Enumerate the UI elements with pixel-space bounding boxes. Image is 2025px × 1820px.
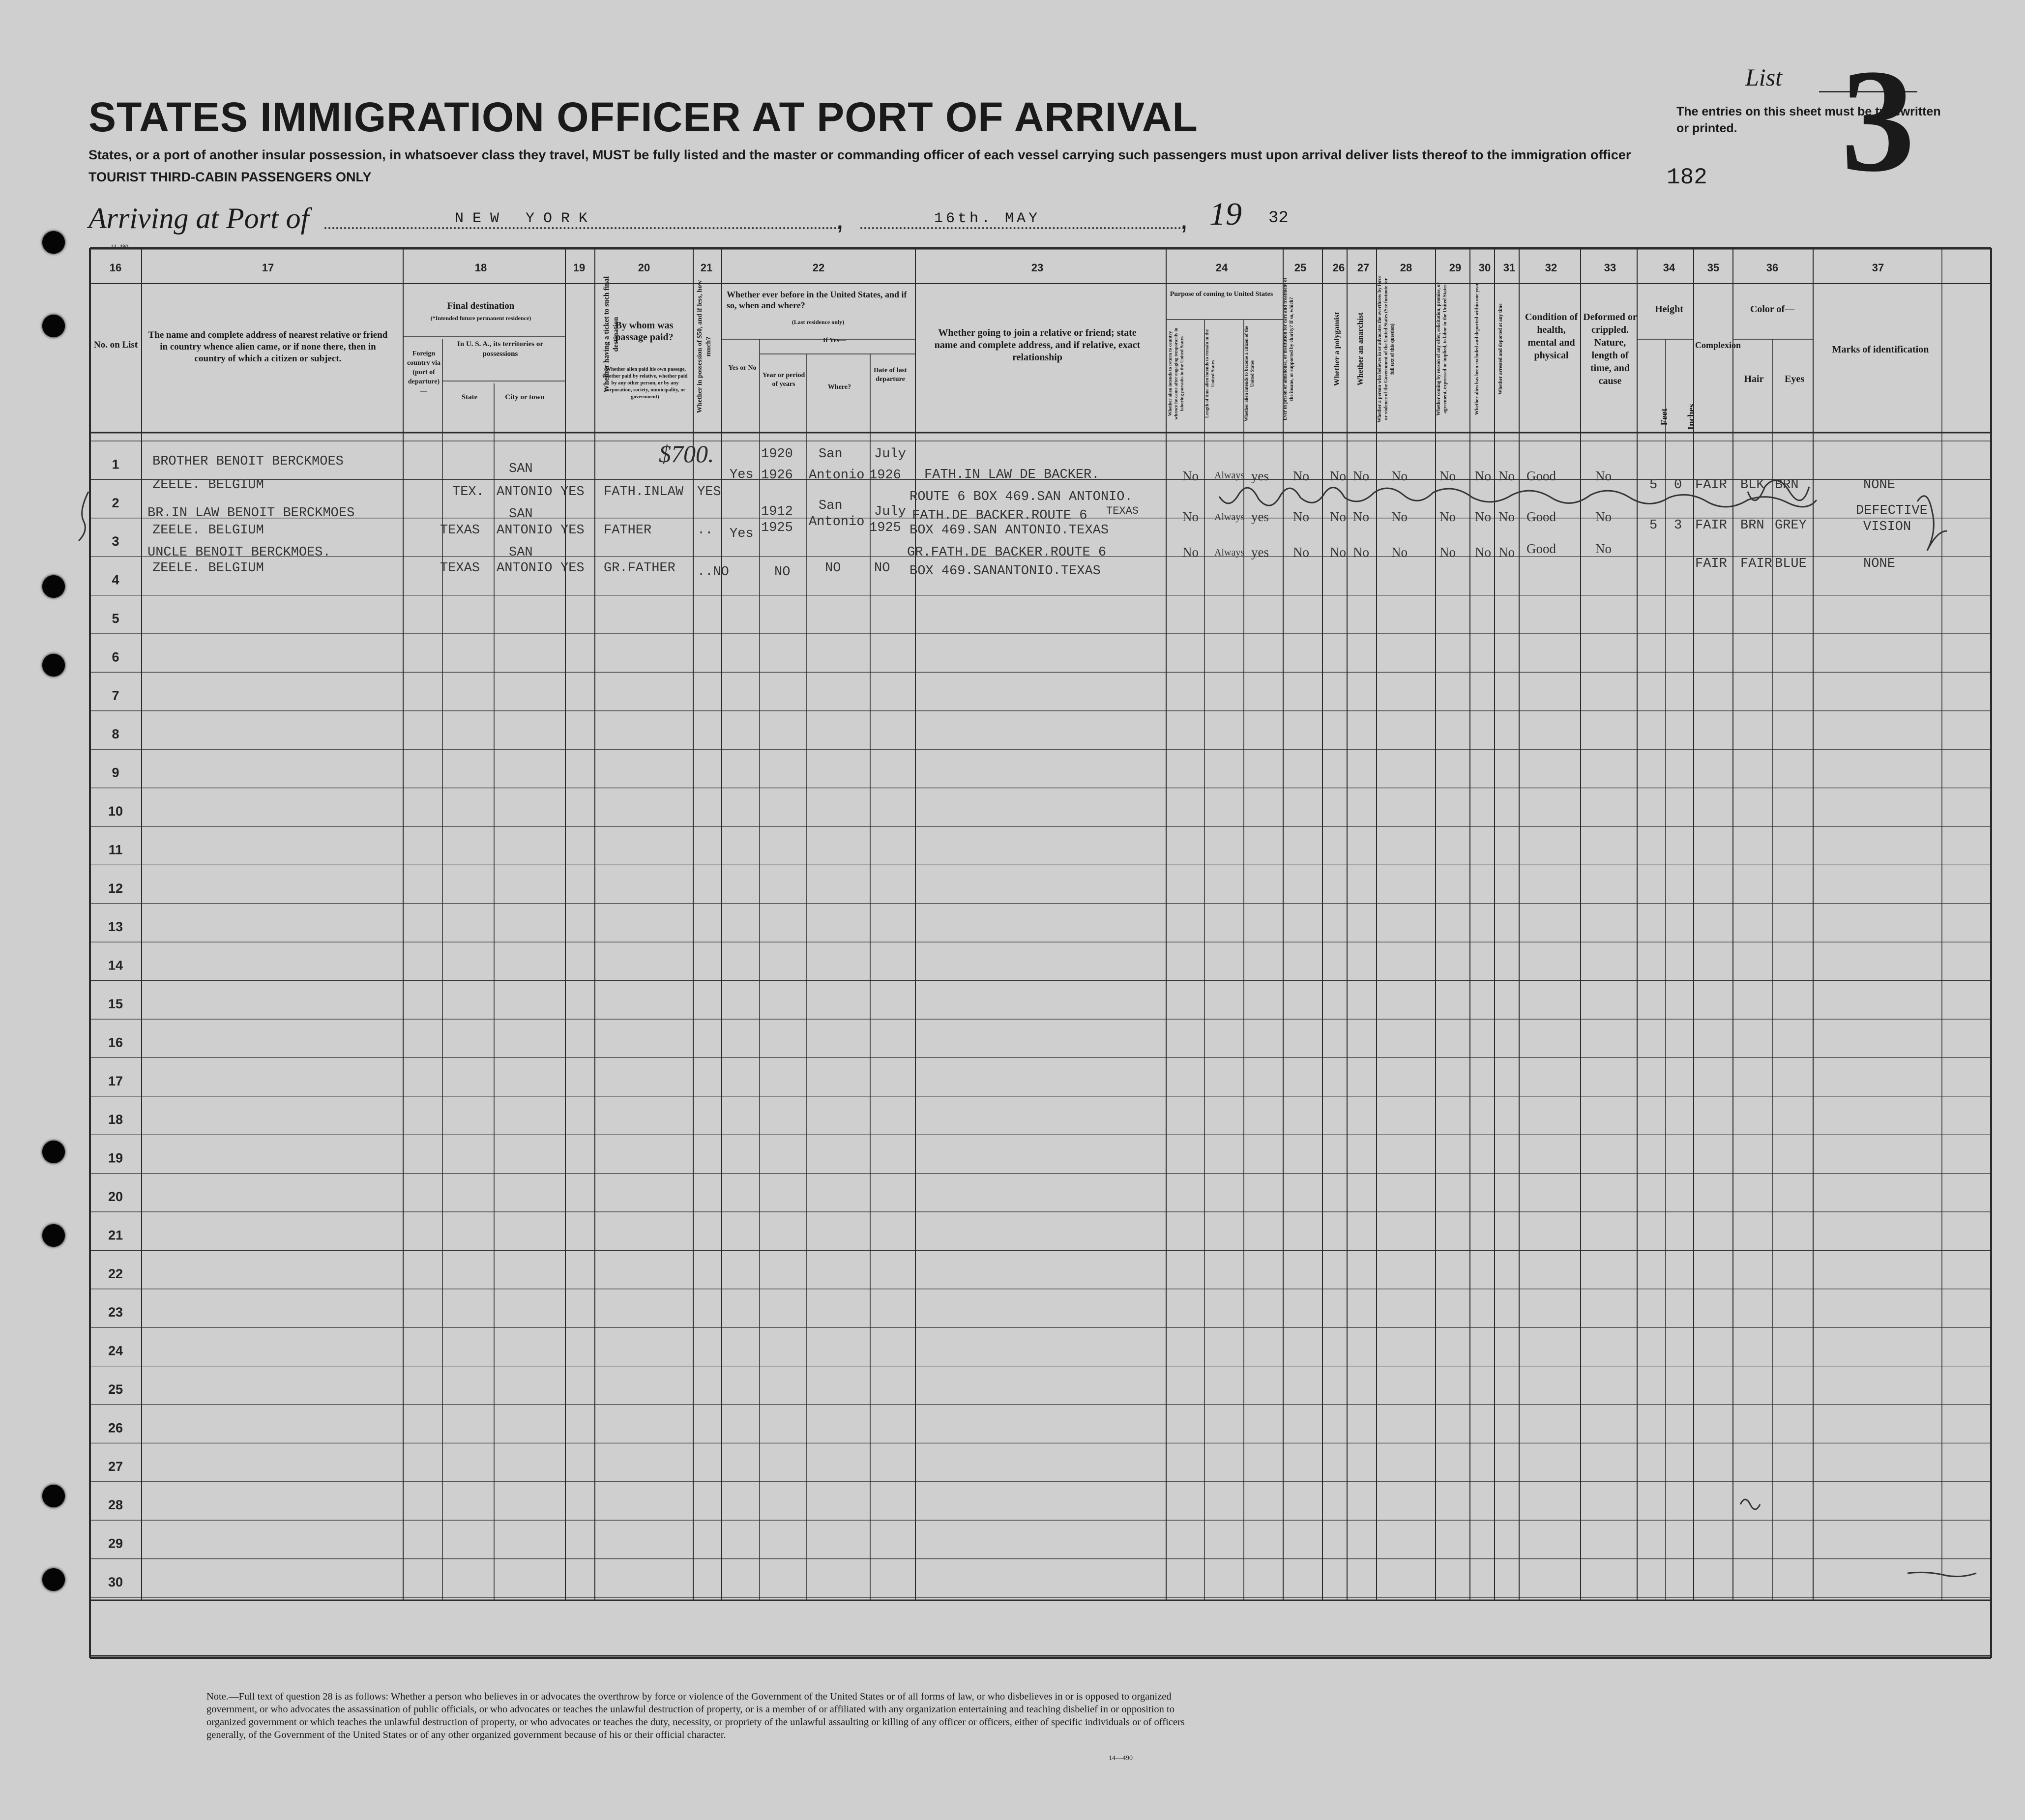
header-ever-before-note: (Last residence only)	[792, 319, 845, 325]
header-passage-paid: By whom was passage paid?	[615, 320, 674, 343]
col-num-20: 20	[638, 262, 650, 274]
money-answer: ..NO	[697, 565, 729, 580]
intends-return: No	[1182, 509, 1199, 524]
overthrow-answer: No	[1391, 509, 1408, 524]
header-nearest-relative: The name and complete address of nearest relative or friend in country whence alien came, or if none there, then in country of which a citizen or subject.	[148, 330, 388, 364]
identification-marks: VISION	[1863, 520, 1911, 534]
row-number: 27	[108, 1459, 123, 1474]
header-fifty-dollars: Whether in possession of $50, and if less, how much?	[696, 280, 712, 413]
header-inches: Inches	[1686, 404, 1697, 430]
col-num-33: 33	[1604, 262, 1616, 274]
anarchist-answer: No	[1353, 469, 1369, 483]
last-departure: NO	[874, 561, 890, 576]
row-number: 12	[108, 881, 123, 896]
header-purpose: Purpose of coming to United States	[1170, 291, 1273, 298]
header-arrested: Whether arrested and deported at any time	[1498, 303, 1503, 395]
intended-stay: Always	[1214, 512, 1245, 523]
previous-residence: NO	[825, 561, 841, 576]
arrival-year: 32	[1268, 209, 1289, 228]
header-polygamist: Whether a polygamist	[1333, 312, 1341, 386]
dest-city: ANTONIO	[497, 485, 553, 499]
col-num-29: 29	[1449, 262, 1462, 274]
col-num-21: 21	[700, 262, 713, 274]
deformed-answer: No	[1595, 509, 1612, 524]
excluded-answer: No	[1475, 545, 1491, 559]
handwritten-annotations	[79, 480, 1976, 1577]
header-hair: Hair	[1744, 374, 1764, 384]
identification-marks: DEFECTIVE	[1856, 503, 1928, 518]
eye-color: BRN	[1775, 478, 1799, 493]
dest-city: SAN	[509, 507, 533, 522]
dest-city: ANTONIO	[497, 561, 553, 576]
header-state: State	[461, 393, 478, 401]
row-number: 13	[108, 919, 123, 935]
health-answer: Good	[1526, 509, 1556, 524]
row-number: 30	[108, 1575, 123, 1590]
col-num-22: 22	[812, 262, 825, 274]
header-if-yes: If Yes—	[822, 337, 847, 344]
arrival-port: NEW YORK	[455, 210, 597, 227]
intends-return: No	[1182, 545, 1199, 559]
header-final-destination-note: (*Intended future permanent residence)	[430, 315, 531, 322]
row-number: 23	[108, 1305, 123, 1320]
complexion: FAIR	[1695, 557, 1727, 571]
row-number: 26	[108, 1420, 123, 1436]
row-number: 24	[108, 1343, 123, 1358]
col-num-19: 19	[573, 262, 586, 274]
header-yes-no: Yes or No	[728, 364, 757, 372]
money-amount-handwritten: $700.	[659, 440, 714, 468]
excluded-answer: No	[1475, 509, 1491, 524]
joining-relative: FATH.IN LAW DE BACKER.	[924, 468, 1100, 482]
page-title: STATES IMMIGRATION OFFICER AT PORT OF ARRIVAL	[88, 94, 1198, 140]
relative-name: BROTHER BENOIT BERCKMOES	[152, 454, 344, 469]
ticket-answer: YES	[560, 485, 585, 499]
header-height: Height	[1655, 304, 1683, 315]
col-num-35: 35	[1707, 262, 1720, 274]
identification-marks: NONE	[1863, 557, 1895, 571]
row-number: 17	[108, 1073, 123, 1088]
prison-answer: No	[1293, 545, 1309, 559]
list-label: List	[1745, 63, 1783, 91]
header-purpose-citizen: Whether alien intends to become a citizen of the United States	[1244, 325, 1255, 422]
last-departure: July	[874, 447, 906, 462]
ticket-answer: YES	[560, 523, 585, 538]
intends-citizen: yes	[1251, 509, 1269, 524]
header-marks: Marks of identification	[1832, 344, 1929, 355]
overthrow-answer: No	[1391, 469, 1408, 483]
intends-citizen: yes	[1251, 545, 1269, 559]
dest-state: TEXAS	[440, 561, 480, 576]
labor-offer-answer: No	[1439, 545, 1456, 559]
relative-name: BR.IN LAW BENOIT BERCKMOES	[147, 506, 355, 521]
footnote-form-code: 14—490	[1109, 1755, 1133, 1762]
health-answer: Good	[1526, 541, 1556, 556]
col-num-16: 16	[109, 262, 122, 274]
dest-city: SAN	[509, 462, 533, 476]
col-num-27: 27	[1357, 262, 1370, 274]
row-number: 1	[112, 457, 119, 472]
intended-stay: Always	[1214, 470, 1245, 481]
header-city: City or town	[505, 393, 545, 401]
header-year-period: Year or period of years	[762, 372, 805, 388]
previous-residence: San	[819, 447, 843, 462]
previous-residence: Antonio	[809, 515, 865, 529]
row-number: 16	[108, 1035, 123, 1050]
hair-color: BLK	[1740, 478, 1764, 493]
intended-stay: Always	[1214, 547, 1245, 558]
labor-offer-answer: No	[1439, 469, 1456, 483]
years-in-us: 1926	[761, 468, 793, 483]
arrested-answer: No	[1498, 545, 1515, 559]
passenger-class-label: TOURIST THIRD-CABIN PASSENGERS ONLY	[88, 170, 372, 184]
row-number: 6	[112, 649, 119, 665]
joining-address: BOX 469.SANANTONIO.TEXAS	[910, 564, 1101, 579]
arrival-date: 16th. MAY	[934, 210, 1041, 227]
dest-state: TEXAS	[440, 523, 480, 538]
col-num-17: 17	[262, 262, 274, 274]
col-num-18: 18	[474, 262, 487, 274]
prison-answer: No	[1293, 509, 1309, 524]
labor-offer-answer: No	[1439, 509, 1456, 524]
passage-paid-by: FATH.INLAW	[604, 485, 684, 499]
excluded-answer: No	[1475, 469, 1491, 483]
relative-address: ZEELE. BELGIUM	[152, 523, 264, 538]
last-departure: 1926	[869, 468, 901, 483]
row-number: 10	[108, 804, 123, 819]
arriving-label: Arriving at Port of	[88, 202, 309, 235]
relative-name: UNCLE BENOIT BERCKMOES.	[147, 545, 331, 560]
row-number: 11	[108, 842, 123, 857]
relative-address: ZEELE. BELGIUM	[152, 561, 264, 576]
deformed-answer: No	[1595, 541, 1612, 556]
header-join-relative: Whether going to join a relative or friend; state name and complete address, and if relative, exact relationship	[934, 327, 1141, 363]
row-number: 3	[112, 534, 119, 549]
header-foreign-country: Foreign country via (port of departure)—	[407, 350, 441, 395]
comma: ,	[836, 202, 844, 235]
header-anarchist: Whether an anarchist	[1356, 312, 1365, 386]
row-number: 20	[108, 1189, 123, 1204]
year-century: 19	[1209, 196, 1242, 232]
row-number: 29	[108, 1536, 123, 1551]
col-num-30: 30	[1478, 262, 1491, 274]
header-passage-paid-note: (Whether alien paid his own passage, whether paid by relative, whether paid by any other person, or by any corporation, society, municipality, or government)	[602, 367, 688, 400]
joining-state: TEXAS	[1106, 505, 1139, 517]
passage-paid-by: GR.FATHER	[604, 561, 675, 576]
last-departure: July	[874, 504, 906, 519]
row-number: 5	[112, 611, 119, 626]
relative-address: ZEELE. BELGIUM	[152, 478, 264, 493]
intends-citizen: yes	[1251, 469, 1269, 483]
col-num-26: 26	[1332, 262, 1345, 274]
years-in-us: 1925	[761, 521, 793, 535]
header-overthrow: Whether a person who believes in or advocates the overthrow by force or violence of the Government of the United States (See footnote for full text of this question)	[1377, 275, 1395, 423]
header-ticket: Whether having a ticket to such final destination	[603, 276, 620, 393]
row-number: 22	[108, 1266, 123, 1281]
height-inches: 0	[1674, 478, 1682, 493]
row-number: 21	[108, 1228, 123, 1243]
header-no-on-list: No. on List	[93, 340, 138, 350]
row-number: 9	[112, 765, 119, 780]
col-num-37: 37	[1872, 262, 1884, 274]
anarchist-answer: No	[1353, 509, 1369, 524]
header-where: Where?	[827, 383, 851, 391]
instruction-line: States, or a port of another insular possession, in whatsoever class they travel, MUST be fully listed and the master or commanding officer of each vessel carrying such passengers must upon arrival deliver lists thereof to the immigration officer	[88, 147, 1631, 162]
form-code: 14–490	[111, 243, 128, 250]
header-final-destination: Final destination	[447, 301, 515, 311]
col-num-24: 24	[1215, 262, 1228, 274]
last-departure: 1925	[869, 521, 901, 535]
ever-before-answer: Yes	[730, 527, 754, 541]
row-number: 15	[108, 997, 123, 1012]
header-color-of: Color of—	[1750, 304, 1795, 315]
entries-note: The entries on this sheet must be typewritten or printed.	[1676, 105, 1941, 135]
years-in-us: 1920	[761, 447, 793, 462]
header-in-usa: In U. S. A., its territories or possessions	[457, 340, 543, 358]
header-ever-before: Whether ever before in the United States, and if so, when and where?	[727, 290, 907, 310]
arrested-answer: No	[1498, 469, 1515, 483]
col-num-28: 28	[1400, 262, 1412, 274]
header-eyes: Eyes	[1785, 374, 1804, 384]
col-num-25: 25	[1294, 262, 1307, 274]
row-number: 19	[108, 1150, 123, 1166]
row-number: 25	[108, 1382, 123, 1397]
header-feet: Feet	[1659, 408, 1670, 426]
polygamist-answer: No	[1330, 469, 1346, 483]
polygamist-answer: No	[1330, 545, 1346, 559]
page-number: 182	[1667, 165, 1707, 190]
col-num-32: 32	[1545, 262, 1557, 274]
joining-address: ROUTE 6 BOX 469.SAN ANTONIO.	[910, 490, 1133, 504]
identification-marks: NONE	[1863, 478, 1895, 493]
col-num-31: 31	[1503, 262, 1516, 274]
footnote: Note.—Full text of question 28 is as follows: Whether a person who believes in or advocates the overthrow by force or violence of the Government of the United States or of all forms of law, or who disbelieves in or is opposed to organized government, or who advocates the assassination of public officials, or who advocates or teaches the unlawful destruction of property, or is a member of or affiliated with any organization entertaining and teaching disbelief in or opposition to organized government or which teaches the unlawful destruction of property, or who advocates or teaches the duty, necessity, or propriety of the unlawful assaulting or killing of any officer or officers, either of specific individuals or of officers generally, of the Government of the United States or of any other organized government because of his or their official character.	[206, 1691, 1185, 1740]
eye-color: BLUE	[1775, 557, 1807, 571]
row-number: 7	[112, 688, 119, 703]
arrested-answer: No	[1498, 509, 1515, 524]
joining-relative: FATH.DE BACKER.ROUTE 6	[912, 508, 1087, 523]
header-complexion: Complexion	[1695, 340, 1741, 350]
intends-return: No	[1182, 469, 1199, 483]
polygamist-answer: No	[1330, 509, 1346, 524]
eye-color: GREY	[1775, 518, 1807, 533]
header-deformed: Deformed or crippled. Nature, length of time, and cause	[1583, 312, 1637, 386]
joining-relative: GR.FATH.DE BACKER.ROUTE 6	[907, 545, 1107, 560]
hair-color: FAIR	[1740, 557, 1772, 571]
height-feet: 5	[1649, 518, 1658, 533]
row-number: 2	[112, 495, 119, 510]
anarchist-answer: No	[1353, 545, 1369, 559]
height-feet: 5	[1649, 478, 1658, 493]
header-labor-offer: Whether coming by reason of any offer, solicitation, promise, or agreement, expressed or implied, to labor in the United States	[1436, 282, 1448, 416]
hair-color: BRN	[1740, 518, 1764, 533]
money-answer: ..	[697, 523, 713, 538]
ever-before-answer: NO	[774, 565, 791, 580]
header-excluded: Whether alien has been excluded and deported within one year	[1474, 283, 1480, 415]
previous-residence: Antonio	[809, 468, 865, 483]
complexion: FAIR	[1695, 518, 1727, 533]
row-number: 14	[108, 958, 123, 973]
row-number: 28	[108, 1497, 123, 1513]
header-prison: Ever in prison or almshouse, or institution for care and treatment of the insane, or supported by charity? If so, which?	[1283, 278, 1294, 420]
dest-state: TEX.	[452, 485, 484, 499]
header-purpose-length: Length of time alien intends to remain in the United States	[1205, 329, 1216, 418]
list-number: 3	[1841, 39, 1915, 202]
joining-address: BOX 469.SAN ANTONIO.TEXAS	[910, 523, 1109, 538]
height-inches: 3	[1674, 518, 1682, 533]
years-in-us: 1912	[761, 504, 793, 519]
passage-paid-by: FATHER	[604, 523, 652, 538]
overthrow-answer: No	[1391, 545, 1408, 559]
deformed-answer: No	[1595, 469, 1612, 483]
previous-residence: San	[819, 499, 843, 513]
ticket-answer: YES	[560, 561, 585, 576]
row-number: 8	[112, 727, 119, 742]
ever-before-answer: Yes	[730, 468, 754, 482]
col-num-36: 36	[1766, 262, 1779, 274]
header-health: Condition of health, mental and physical	[1525, 312, 1578, 361]
row-number: 18	[108, 1112, 123, 1127]
dest-city: SAN	[509, 545, 533, 560]
header-purpose-return: Whether alien intends to return to country whence he came after engaging temporarily in laboring pursuits in the United States	[1168, 327, 1185, 420]
health-answer: Good	[1526, 469, 1556, 483]
comma: ,	[1180, 202, 1188, 235]
dest-city: ANTONIO	[497, 523, 553, 538]
row-number: 4	[112, 572, 119, 587]
header-last-departure: Date of last departure	[874, 367, 907, 383]
prison-answer: No	[1293, 469, 1309, 483]
complexion: FAIR	[1695, 478, 1727, 493]
money-answer: YES	[697, 485, 721, 499]
col-num-34: 34	[1663, 262, 1675, 274]
col-num-23: 23	[1031, 262, 1044, 274]
